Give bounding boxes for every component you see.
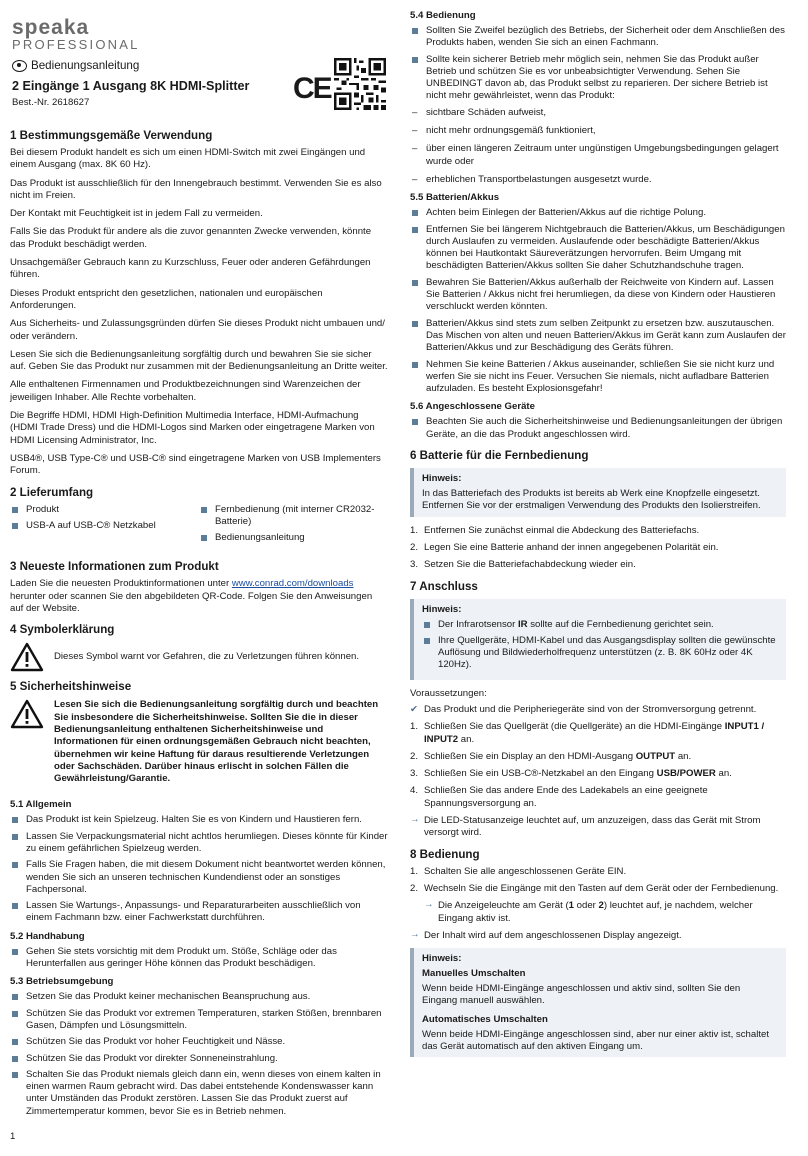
list-item: – erheblichen Transportbelastungen ausgesetzt wurde. — [410, 174, 786, 186]
section-heading: 3 Neueste Informationen zum Produkt — [10, 560, 219, 574]
page-title: 2 Eingänge 1 Ausgang 8K HDMI-Splitter — [12, 79, 250, 93]
hint-title: Hinweis: — [422, 473, 462, 485]
list-item: Sollten Sie Zweifel bezüglich des Betriebs, der Sicherheit oder dem Anschließen des Produkts haben, wenden Sie sich an einen Fachmann. — [410, 25, 786, 50]
list-item: 2. Schließen Sie ein Display an den HDMI-Ausgang OUTPUT an. — [410, 750, 692, 762]
paragraph: Aus Sicherheits- und Zulassungsgründen dürfen Sie dieses Produkt nicht umbauen und/ oder verändern. — [10, 318, 385, 342]
list-item: Sollte kein sicherer Betrieb mehr möglich sein, nehmen Sie das Produkt außer Betrieb und schützen Sie es vor unbeabsichtigter Verwendung. Sehen Sie UNBEDINGT davon ab, das Produkt selbst zu reparieren. Der sichere Betrieb ist nicht mehr gewährleistet, wenn das Produkt: — [410, 54, 786, 103]
step-text: Entfernen Sie zunächst einmal die Abdeckung des Batteriefachs. — [424, 524, 700, 536]
list-item: Schalten Sie das Produkt niemals gleich dann ein, wenn dieses von einem kalten in einen warmen Raum gebracht wird. Das dabei entstehende Kondenswasser kann unter Umständen das Produkt zerstören. Lassen Sie das Produkt zuerst auf Zimmertemperatur kommen, bevor Sie es in Betrieb nehmen. — [10, 1069, 388, 1118]
subsection-heading: 5.4 Bedienung — [410, 10, 476, 21]
step-text: Setzen Sie die Batteriefachabdeckung wieder ein. — [424, 559, 636, 571]
symbol-explanation — [10, 642, 388, 672]
ce-mark: CE — [293, 72, 331, 105]
paragraph: Dieses Produkt entspricht den gesetzlichen, nationalen und europäischen Anforderungen. — [10, 287, 323, 311]
paragraph: USB4®, USB Type-C® und USB-C® sind eingetragene Marken von USB Implementers Forum. — [10, 452, 381, 477]
brand-subline: PROFESSIONAL — [12, 37, 140, 52]
bullet-list — [10, 991, 388, 1118]
brand-name: speaka — [12, 16, 90, 39]
hint-title: Hinweis: — [422, 953, 462, 965]
list-item: Schützen Sie das Produkt vor direkter Sonneneinstrahlung. — [10, 1053, 388, 1065]
paragraph: Das Produkt ist ausschließlich für den Innengebrauch bestimmt. Verwenden Sie es also nicht im Freien. — [10, 177, 382, 201]
section-heading: 8 Bedienung — [410, 847, 480, 861]
prerequisites-label: Voraussetzungen: — [410, 687, 487, 699]
paragraph: Alle enthaltenen Firmennamen und Produktbezeichnungen sind Warenzeichen der jeweiligen Inhaber. Alle Rechte vorbehalten. — [10, 379, 361, 403]
list-item: 1. Schalten Sie alle angeschlossenen Geräte EIN. — [410, 865, 627, 877]
paragraph: Bei diesem Produkt handelt es sich um einen HDMI-Switch mit zwei Eingängen und einem Ausgang (max. 8K 60 Hz). — [10, 147, 366, 171]
arrow-right-icon: → — [424, 899, 434, 911]
list-item: Falls Sie Fragen haben, die mit diesem Dokument nicht beantwortet werden können, wenden Sie sich an unseren technischen Kundendienst oder an sonstiges Fachpersonal. — [10, 859, 388, 896]
numbered-list — [410, 525, 786, 572]
check-icon: ✔ — [410, 703, 419, 715]
list-item: Lassen Sie Verpackungsmaterial nicht achtlos herumliegen. Dieses könnte für Kinder zu einem gefährlichen Spielzeug werden. — [10, 831, 388, 856]
section-heading: 1 Bestimmungsgemäße Verwendung — [10, 129, 213, 142]
hint-box — [410, 948, 786, 1057]
list-item: Entfernen Sie bei längerem Nichtgebrauch die Batterien/Akkus, um Beschädigungen durch Auslaufen zu vermeiden. Auslaufende oder beschädigte Batterien/Akkus können bei Hautkontakt Säureverätzungen hervorrufen. Beim Umgang mit beschädigten Batterien/Akkus sollten Sie daher Schutzhandschuhe tragen. — [410, 224, 786, 273]
page-number: 1 — [10, 1131, 16, 1142]
result-item: → Der Inhalt wird auf dem angeschlossenen Display angezeigt. — [410, 928, 682, 941]
bullet-list — [410, 416, 786, 441]
list-item: – sichtbare Schäden aufweist, — [410, 107, 786, 119]
scope-of-delivery — [10, 504, 388, 553]
list-item: Lassen Sie Wartungs-, Anpassungs- und Reparaturarbeiten ausschließlich von einem Fachmann bzw. einer Fachwerkstatt durchführen. — [10, 900, 388, 925]
list-item: – nicht mehr ordnungsgemäß funktioniert, — [410, 125, 786, 137]
paragraph — [10, 578, 388, 615]
list-item: 3. Schließen Sie ein USB-C®-Netzkabel an den Eingang USB/POWER an. — [410, 768, 732, 780]
paragraph: Der Kontakt mit Feuchtigkeit ist in jedem Fall zu vermeiden. — [10, 208, 263, 220]
step-text: Legen Sie eine Batterie anhand der innen angegebenen Polarität ein. — [424, 541, 719, 553]
article-number: Best.-Nr. 2618627 — [12, 97, 90, 108]
list-item: Bedienungsanleitung — [199, 532, 388, 544]
list-item: Beachten Sie auch die Sicherheitshinweise und Bedienungsanleitungen der übrigen Geräte, an die das Produkt angeschlossen wird. — [410, 416, 786, 441]
list-item: Produkt — [10, 504, 199, 516]
list-item: Gehen Sie stets vorsichtig mit dem Produkt um. Stöße, Schläge oder das Herunterfallen aus geringer Höhe können das Produkt beschädigen. — [10, 946, 388, 971]
delivery-list — [10, 504, 199, 549]
list-item: 3. Setzen Sie die Batteriefachabdeckung wieder ein. — [410, 559, 636, 571]
list-item: Ihre Quellgeräte, HDMI-Kabel und das Ausgangsdisplay sollten die gewünschte Auflösung und Bildwiederholfrequenz unterstützen (z. B. 8K 60Hz oder 4K 120Hz). — [422, 635, 778, 672]
dash-list — [410, 107, 786, 186]
list-item: Schützen Sie das Produkt vor hoher Feuchtigkeit und Nässe. — [10, 1036, 388, 1048]
paragraph: Lesen Sie sich die Bedienungsanleitung sorgfältig durch und beachten Sie insbesondere die Sicherheitshinweise. Sollten Sie die in dieser Bedienungsanleitung enthaltenen Sicherheitshinweise und Informationen für einen ordnungsgemäßen Gebrauch nicht beachten, übernehmen wir keine Haftung für daraus resultierende Verletzungen oder Sachschäden. Darüber hinaus erlischt in solchen Fällen die Gewährleistung/Garantie. — [54, 699, 379, 785]
subsection-heading: 5.1 Allgemein — [10, 799, 72, 811]
arrow-right-icon: → — [410, 814, 420, 826]
paragraph: Falls Sie das Produkt für andere als die zuvor genannten Zwecke verwenden, könnte das Produkt beschädigt werden. — [10, 226, 372, 250]
text: Laden Sie die neuesten Produktinformationen unter — [10, 578, 232, 590]
prerequisite-item: ✔ Das Produkt und die Peripheriegeräte sind von der Stromversorgung getrennt. — [410, 703, 757, 715]
delivery-list — [199, 504, 388, 549]
list-item: 1. Schließen Sie das Quellgerät (die Quellgeräte) an die HDMI-Eingänge INPUT1 / INPUT2 an. — [410, 721, 765, 745]
hint-subtitle: Manuelles Umschalten — [422, 968, 526, 980]
subsection-heading: 5.6 Angeschlossene Geräte — [410, 401, 535, 413]
paragraph: Unsachgemäßer Gebrauch kann zu Kurzschluss, Feuer oder anderen Gefährdungen führen. — [10, 257, 371, 281]
list-item: – über einen längeren Zeitraum unter ungünstigen Umgebungsbedingungen gelagert wurde oder — [410, 143, 786, 168]
paragraph: Dieses Symbol warnt vor Gefahren, die zu Verletzungen führen können. — [54, 651, 360, 663]
list-item: 2. Wechseln Sie die Eingänge mit den Tasten auf dem Gerät oder der Fernbedienung. — [410, 882, 779, 894]
numbered-list — [410, 721, 786, 810]
section-heading: 7 Anschluss — [410, 579, 478, 593]
bullet-list — [410, 25, 786, 103]
section-heading: 5 Sicherheitshinweise — [10, 680, 132, 694]
result-item: → Die LED-Statusanzeige leuchtet auf, um anzuzeigen, dass das Gerät mit Strom versorgt wird. — [410, 814, 761, 839]
list-item: USB-A auf USB-C® Netzkabel — [10, 520, 199, 532]
eye-icon — [12, 60, 27, 72]
warning-icon — [10, 699, 44, 729]
list-item: 4. Schließen Sie das andere Ende des Ladekabels an eine geeignete Spannungsversorgung an. — [410, 785, 708, 809]
arrow-right-icon: → — [410, 928, 420, 940]
result-item: → Die Anzeigeleuchte am Gerät (1 oder 2) leuchtet auf, je nachdem, welcher Eingang aktiv ist. — [424, 899, 753, 924]
numbered-list — [410, 866, 786, 896]
hint-title: Hinweis: — [422, 603, 462, 615]
paragraph: Die Begriffe HDMI, HDMI High-Definition Multimedia Interface, HDMI-Aufmachung (HDMI Trade Dress) und die HDMI-Logos sind Marken oder eingetragene Marken von HDMI Licensing Administrator, Inc. — [10, 410, 375, 446]
list-item: Setzen Sie das Produkt keiner mechanischen Beanspruchung aus. — [10, 991, 388, 1003]
hint-subtitle: Automatisches Umschalten — [422, 1013, 548, 1025]
list-item: Schützen Sie das Produkt vor extremen Temperaturen, starken Stößen, brennbaren Gasen, Dämpfen und Lösungsmitteln. — [10, 1008, 388, 1033]
manual-label — [12, 59, 139, 72]
list-item: Der Infrarotsensor IR sollte auf die Fernbedienung gerichtet sein. — [422, 619, 778, 631]
paragraph: Wenn beide HDMI-Eingänge angeschlossen und aktiv sind, sollten Sie den Eingang manuell auswählen. — [422, 983, 741, 1007]
list-item: Achten beim Einlegen der Batterien/Akkus auf die richtige Polung. — [410, 207, 786, 219]
subsection-heading: 5.5 Batterien/Akkus — [410, 192, 500, 204]
list-item: 2. Legen Sie eine Batterie anhand der innen angegebenen Polarität ein. — [410, 541, 719, 553]
hint-box — [410, 468, 786, 517]
list-item: Das Produkt ist kein Spielzeug. Halten Sie es von Kindern und Haustieren fern. — [10, 814, 388, 826]
bullet-list — [10, 946, 388, 971]
subsection-heading: 5.3 Betriebsumgebung — [10, 976, 114, 988]
paragraph: Wenn beide HDMI-Eingänge angeschlossen sind, aber nur einer aktiv ist, schaltet das Gerät automatisch auf den aktiven Eingang um. — [422, 1028, 769, 1053]
hint-box — [410, 599, 786, 680]
brand-logo — [12, 18, 140, 52]
safety-warning — [10, 699, 388, 791]
right-column — [410, 10, 786, 1065]
section-heading: 6 Batterie für die Fernbedienung — [410, 449, 589, 463]
left-column — [10, 121, 388, 1122]
warning-icon — [10, 642, 44, 672]
paragraph: Lesen Sie sich die Bedienungsanleitung sorgfältig durch und bewahren Sie sie sicher auf. Geben Sie das Produkt nur zusammen mit der Bedienungsanleitung an Dritte weiter. — [10, 348, 388, 373]
bullet-list — [10, 814, 388, 924]
list-item: Nehmen Sie keine Batterien / Akkus auseinander, schließen Sie sie nicht kurz und werfen Sie sie nicht ins Feuer. Versuchen Sie niemals, nicht aufladbare Batterien aufzuladen. Es besteht Explosionsgefahr! — [410, 359, 786, 396]
paragraph: In das Batteriefach des Produkts ist bereits ab Werk eine Knopfzelle eingesetzt. Entfernen Sie vor der erstmaligen Verwendung des Produkts den Isolierstreifen. — [422, 488, 761, 512]
qr-code-icon — [334, 58, 386, 110]
list-item: Bewahren Sie Batterien/Akkus außerhalb der Reichweite von Kindern auf. Lassen Sie Batterien / Akkus nicht frei herumliegen, da diese von Kindern oder Haustieren verschluckt werden könnten. — [410, 277, 786, 314]
section-heading: 2 Lieferumfang — [10, 485, 94, 499]
bullet-list — [410, 207, 786, 395]
list-item: 1. Entfernen Sie zunächst einmal die Abdeckung des Batteriefachs. — [410, 524, 700, 536]
section-heading: 4 Symbolerklärung — [10, 623, 115, 637]
manual-label-text: Bedienungsanleitung — [31, 59, 140, 72]
bullet-list — [422, 619, 778, 672]
downloads-link[interactable]: www.conrad.com/downloads — [231, 578, 354, 590]
list-item: Batterien/Akkus sind stets zum selben Zeitpunkt zu ersetzen bzw. auszutauschen. Das Mischen von alten und neuen Batterien/Akkus im Gerät kann zum Auslaufen der Batterien/Akkus und zur Beschädigung des Geräts führen. — [410, 318, 786, 355]
list-item: Fernbedienung (mit interner CR2032-Batterie) — [199, 504, 388, 529]
subsection-heading: 5.2 Handhabung — [10, 930, 85, 942]
text: herunter oder scannen Sie den abgebildeten QR-Code. Folgen Sie den Anweisungen auf der Website. — [10, 590, 373, 615]
